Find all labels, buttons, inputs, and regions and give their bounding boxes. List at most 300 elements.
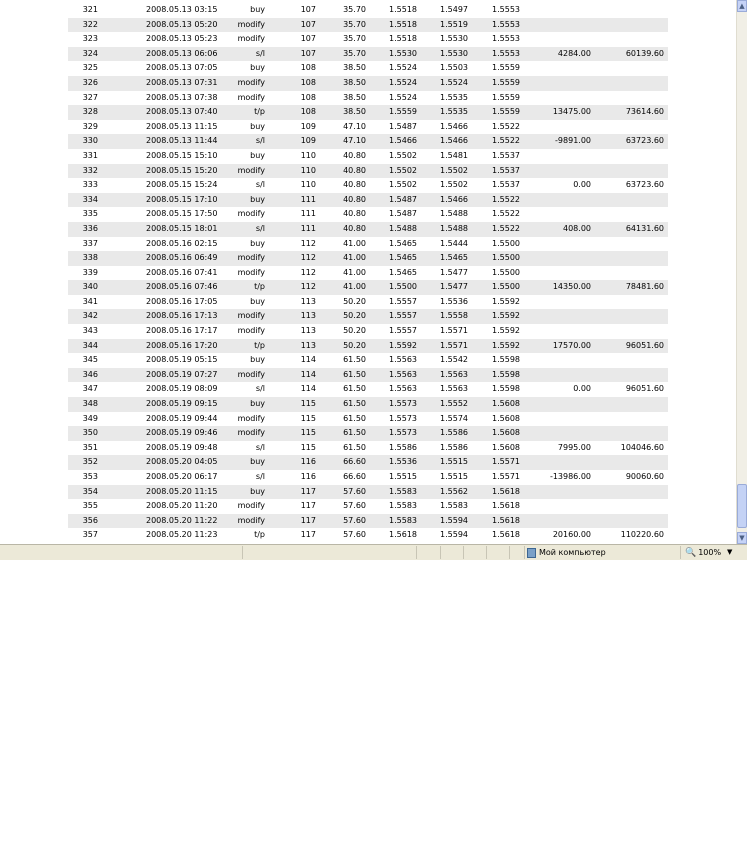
table-cell: 110 <box>300 180 316 190</box>
table-cell: 325 <box>82 63 98 73</box>
table-row <box>68 47 668 62</box>
table-cell: 1.5594 <box>440 530 468 540</box>
table-cell: 1.5608 <box>492 428 520 438</box>
table-cell: 112 <box>300 282 316 292</box>
table-cell: 330 <box>82 136 98 146</box>
table-cell: 1.5500 <box>492 267 520 277</box>
table-cell: 109 <box>300 136 316 146</box>
table-cell: 349 <box>82 413 98 423</box>
security-zone-label: Мой компьютер <box>539 548 606 557</box>
table-cell: 38.50 <box>343 92 366 102</box>
table-cell: 1.5559 <box>389 107 417 117</box>
table-row <box>68 368 668 383</box>
table-cell: buy <box>250 63 265 73</box>
table-cell: 38.50 <box>343 77 366 87</box>
table-row <box>68 207 668 222</box>
table-cell: 2008.05.19 05:15 <box>146 355 218 365</box>
table-cell: 116 <box>300 472 316 481</box>
table-cell: 40.80 <box>343 194 366 204</box>
table-cell: 61.50 <box>343 399 366 409</box>
table-cell: 336 <box>82 223 98 233</box>
scroll-down-button[interactable] <box>737 532 747 544</box>
table-cell: 1.5519 <box>440 19 468 29</box>
table-cell: 1.5573 <box>389 399 417 409</box>
table-cell: 334 <box>82 194 98 204</box>
table-cell: 1.5477 <box>440 267 468 277</box>
table-cell: 335 <box>82 209 98 219</box>
table-cell: 96051.60 <box>625 384 664 394</box>
table-cell: buy <box>250 150 265 160</box>
table-cell: 2008.05.20 04:05 <box>146 457 218 467</box>
table-cell: 1.5502 <box>440 180 468 190</box>
table-cell: 1.5466 <box>440 136 468 146</box>
table-cell: 2008.05.16 17:13 <box>146 311 218 321</box>
table-cell: 40.80 <box>343 209 366 219</box>
table-cell: 331 <box>82 150 98 160</box>
table-cell: 354 <box>82 486 98 496</box>
table-cell: 61.50 <box>343 384 366 394</box>
table-cell: 1.5497 <box>440 5 468 14</box>
table-cell: 108 <box>300 77 316 87</box>
table-cell: 1.5563 <box>389 369 417 379</box>
table-cell: 117 <box>300 486 316 496</box>
table-cell: 110 <box>300 165 316 175</box>
table-cell: 341 <box>82 296 98 306</box>
table-cell: 350 <box>82 428 98 438</box>
zoom-control[interactable] <box>685 546 721 559</box>
table-cell: 1.5553 <box>492 34 520 44</box>
table-row <box>68 164 668 179</box>
table-cell: 328 <box>82 107 98 117</box>
status-divider <box>509 546 510 559</box>
table-cell: 17570.00 <box>552 340 591 350</box>
table-row <box>68 382 668 397</box>
table-cell: 41.00 <box>343 282 366 292</box>
table-row <box>68 309 668 324</box>
table-cell: 2008.05.16 07:41 <box>146 267 218 277</box>
table-cell: 114 <box>300 384 316 394</box>
table-cell: 343 <box>82 326 98 336</box>
table-cell: 1.5553 <box>492 5 520 14</box>
table-cell: 35.70 <box>343 5 366 14</box>
table-cell: 13475.00 <box>552 107 591 117</box>
table-cell: 117 <box>300 501 316 511</box>
table-cell: modify <box>237 34 265 44</box>
table-cell: 2008.05.13 03:15 <box>146 5 218 14</box>
arrow-up-icon: ▲ <box>739 2 745 10</box>
table-cell: 1.5487 <box>389 194 417 204</box>
table-cell: 2008.05.20 11:20 <box>146 501 218 511</box>
table-row <box>68 324 668 339</box>
status-divider <box>486 546 487 559</box>
table-cell: 1.5466 <box>389 136 417 146</box>
table-cell: 345 <box>82 355 98 365</box>
table-cell: 108 <box>300 92 316 102</box>
table-row <box>68 18 668 33</box>
table-cell: 342 <box>82 311 98 321</box>
scroll-thumb[interactable] <box>737 484 747 528</box>
table-cell: modify <box>237 253 265 263</box>
table-cell: 2008.05.16 07:46 <box>146 282 218 292</box>
table-cell: 351 <box>82 442 98 452</box>
table-cell: 57.60 <box>343 486 366 496</box>
table-cell: 1.5571 <box>492 457 520 467</box>
table-cell: 1.5515 <box>440 472 468 481</box>
table-cell: 57.60 <box>343 515 366 525</box>
table-cell: 57.60 <box>343 501 366 511</box>
table-cell: buy <box>250 296 265 306</box>
table-cell: 1.5466 <box>440 121 468 131</box>
table-cell: 339 <box>82 267 98 277</box>
table-row <box>68 426 668 441</box>
table-cell: 41.00 <box>343 253 366 263</box>
table-cell: t/p <box>254 340 265 350</box>
table-cell: 324 <box>82 48 98 58</box>
table-cell: 117 <box>300 515 316 525</box>
table-cell: 1.5592 <box>492 340 520 350</box>
table-cell: 107 <box>300 5 316 14</box>
table-cell: 41.00 <box>343 267 366 277</box>
table-cell: 1.5518 <box>389 34 417 44</box>
table-cell: 38.50 <box>343 63 366 73</box>
table-cell: 1.5503 <box>440 63 468 73</box>
status-divider <box>242 546 243 559</box>
scroll-up-button[interactable] <box>737 0 747 12</box>
table-cell: 35.70 <box>343 34 366 44</box>
table-cell: modify <box>237 209 265 219</box>
table-cell: 1.5500 <box>492 238 520 248</box>
table-cell: 108 <box>300 107 316 117</box>
table-cell: 1.5518 <box>389 5 417 14</box>
table-cell: 2008.05.13 05:23 <box>146 34 218 44</box>
table-cell: 1.5500 <box>492 253 520 263</box>
table-cell: 2008.05.16 17:17 <box>146 326 218 336</box>
table-cell: modify <box>237 19 265 29</box>
table-cell: s/l <box>255 384 265 394</box>
table-cell: 111 <box>300 194 316 204</box>
table-row <box>68 251 668 266</box>
table-cell: -9891.00 <box>555 136 591 146</box>
table-row <box>68 499 668 514</box>
table-cell: 327 <box>82 92 98 102</box>
table-cell: modify <box>237 501 265 511</box>
table-cell: 1.5465 <box>389 253 417 263</box>
table-cell: 1.5586 <box>440 428 468 438</box>
table-cell: 2008.05.20 11:15 <box>146 486 218 496</box>
table-cell: 108 <box>300 63 316 73</box>
security-zone[interactable] <box>527 546 606 559</box>
table-cell: buy <box>250 355 265 365</box>
table-cell: 1.5592 <box>492 326 520 336</box>
table-cell: modify <box>237 77 265 87</box>
table-row <box>68 353 668 368</box>
table-cell: 353 <box>82 472 98 481</box>
table-cell: 14350.00 <box>552 282 591 292</box>
table-cell: 346 <box>82 369 98 379</box>
table-cell: modify <box>237 267 265 277</box>
table-cell: 1.5487 <box>389 121 417 131</box>
table-cell: 35.70 <box>343 19 366 29</box>
table-cell: 322 <box>82 19 98 29</box>
vertical-scrollbar[interactable] <box>736 0 747 544</box>
status-divider <box>680 546 681 559</box>
table-cell: 1.5598 <box>492 369 520 379</box>
table-cell: modify <box>237 92 265 102</box>
table-row <box>68 237 668 252</box>
table-cell: 2008.05.13 06:06 <box>146 48 218 58</box>
magnifier-icon: 🔍 <box>685 548 697 558</box>
table-cell: 1.5558 <box>440 311 468 321</box>
table-row <box>68 528 668 543</box>
table-cell: 115 <box>300 442 316 452</box>
table-row <box>68 412 668 427</box>
table-cell: 1.5598 <box>492 384 520 394</box>
table-cell: 107 <box>300 19 316 29</box>
table-cell: modify <box>237 311 265 321</box>
table-cell: 107 <box>300 48 316 58</box>
table-row <box>68 470 668 485</box>
table-cell: 1.5522 <box>492 209 520 219</box>
table-cell: 7995.00 <box>557 442 591 452</box>
table-cell: 1.5535 <box>440 92 468 102</box>
table-cell: 66.60 <box>343 472 366 481</box>
table-cell: 1.5466 <box>440 194 468 204</box>
table-cell: 1.5515 <box>440 457 468 467</box>
table-cell: 1.5524 <box>440 77 468 87</box>
computer-icon <box>527 548 536 558</box>
table-cell: 338 <box>82 253 98 263</box>
table-cell: 2008.05.13 11:44 <box>146 136 218 146</box>
table-cell: buy <box>250 5 265 14</box>
status-divider <box>440 546 441 559</box>
table-cell: buy <box>250 457 265 467</box>
table-cell: 1.5515 <box>389 472 417 481</box>
table-cell: 1.5608 <box>492 413 520 423</box>
table-cell: -13986.00 <box>549 472 591 481</box>
table-cell: 112 <box>300 267 316 277</box>
table-cell: 1.5557 <box>389 311 417 321</box>
table-cell: 2008.05.16 17:05 <box>146 296 218 306</box>
table-cell: 61.50 <box>343 413 366 423</box>
table-cell: 1.5502 <box>389 180 417 190</box>
table-cell: 1.5557 <box>389 296 417 306</box>
table-cell: 1.5537 <box>492 180 520 190</box>
table-cell: 1.5618 <box>492 515 520 525</box>
table-cell: 0.00 <box>573 384 591 394</box>
table-cell: 1.5524 <box>389 63 417 73</box>
table-cell: 1.5574 <box>440 413 468 423</box>
table-cell: 35.70 <box>343 48 366 58</box>
table-cell: 337 <box>82 238 98 248</box>
table-row <box>68 397 668 412</box>
table-cell: 1.5571 <box>440 326 468 336</box>
table-cell: 321 <box>82 5 98 14</box>
table-cell: 57.60 <box>343 530 366 540</box>
table-cell: 117 <box>300 530 316 540</box>
table-cell: 111 <box>300 209 316 219</box>
table-cell: 332 <box>82 165 98 175</box>
zoom-level: 100% <box>698 548 722 557</box>
table-cell: 357 <box>82 530 98 540</box>
table-row <box>68 61 668 76</box>
table-cell: 1.5465 <box>389 238 417 248</box>
table-cell: 2008.05.19 09:15 <box>146 399 218 409</box>
table-cell: modify <box>237 369 265 379</box>
table-cell: 2008.05.20 11:22 <box>146 515 218 525</box>
table-cell: 1.5583 <box>389 501 417 511</box>
table-cell: 61.50 <box>343 428 366 438</box>
table-cell: 1.5608 <box>492 442 520 452</box>
table-cell: 1.5563 <box>440 369 468 379</box>
table-cell: 1.5573 <box>389 428 417 438</box>
table-cell: 356 <box>82 515 98 525</box>
table-cell: 347 <box>82 384 98 394</box>
table-cell: 115 <box>300 399 316 409</box>
table-cell: 47.10 <box>343 136 366 146</box>
table-cell: buy <box>250 238 265 248</box>
table-cell: 1.5618 <box>492 486 520 496</box>
table-cell: 344 <box>82 340 98 350</box>
table-cell: 2008.05.15 18:01 <box>146 223 218 233</box>
table-cell: 2008.05.20 06:17 <box>146 472 218 481</box>
table-cell: 1.5559 <box>492 77 520 87</box>
table-cell: 50.20 <box>343 296 366 306</box>
table-cell: 1.5502 <box>389 165 417 175</box>
table-cell: 340 <box>82 282 98 292</box>
table-row <box>68 134 668 149</box>
table-cell: 110 <box>300 150 316 160</box>
table-cell: 348 <box>82 399 98 409</box>
table-cell: 116 <box>300 457 316 467</box>
table-cell: 78481.60 <box>625 282 664 292</box>
table-cell: 1.5573 <box>389 413 417 423</box>
table-cell: 1.5524 <box>389 77 417 87</box>
table-cell: buy <box>250 399 265 409</box>
table-cell: 115 <box>300 413 316 423</box>
table-cell: 1.5465 <box>440 253 468 263</box>
table-cell: 1.5594 <box>440 515 468 525</box>
table-cell: 326 <box>82 77 98 87</box>
table-cell: 1.5488 <box>440 209 468 219</box>
table-cell: 1.5563 <box>389 384 417 394</box>
table-cell: 63723.60 <box>625 136 664 146</box>
table-cell: modify <box>237 515 265 525</box>
table-cell: 112 <box>300 238 316 248</box>
table-cell: 113 <box>300 326 316 336</box>
zoom-dropdown-icon[interactable]: ▼ <box>727 548 733 556</box>
table-cell: t/p <box>254 282 265 292</box>
table-cell: 38.50 <box>343 107 366 117</box>
table-cell: 1.5586 <box>440 442 468 452</box>
table-cell: 50.20 <box>343 326 366 336</box>
table-cell: 61.50 <box>343 369 366 379</box>
table-cell: 113 <box>300 340 316 350</box>
table-cell: 1.5477 <box>440 282 468 292</box>
table-cell: 109 <box>300 121 316 131</box>
table-cell: 47.10 <box>343 121 366 131</box>
table-cell: 1.5618 <box>492 501 520 511</box>
table-cell: 66.60 <box>343 457 366 467</box>
table-row <box>68 91 668 106</box>
table-cell: 355 <box>82 501 98 511</box>
table-cell: 1.5530 <box>440 34 468 44</box>
table-cell: 113 <box>300 311 316 321</box>
trade-history-table <box>68 3 668 543</box>
table-cell: 2008.05.15 15:20 <box>146 165 218 175</box>
table-cell: 2008.05.15 17:50 <box>146 209 218 219</box>
table-cell: 1.5592 <box>492 311 520 321</box>
table-cell: modify <box>237 413 265 423</box>
table-cell: 1.5559 <box>492 92 520 102</box>
table-cell: 40.80 <box>343 165 366 175</box>
table-cell: 1.5553 <box>492 48 520 58</box>
table-cell: 2008.05.16 17:20 <box>146 340 218 350</box>
table-cell: 2008.05.13 11:15 <box>146 121 218 131</box>
table-cell: 323 <box>82 34 98 44</box>
table-cell: 1.5618 <box>492 530 520 540</box>
table-row <box>68 455 668 470</box>
table-cell: 1.5444 <box>440 238 468 248</box>
table-cell: 2008.05.19 08:09 <box>146 384 218 394</box>
table-row <box>68 441 668 456</box>
table-cell: 2008.05.16 06:49 <box>146 253 218 263</box>
table-cell: s/l <box>255 180 265 190</box>
table-row <box>68 280 668 295</box>
table-cell: 1.5563 <box>440 384 468 394</box>
table-cell: 2008.05.13 07:05 <box>146 63 218 73</box>
table-cell: 1.5536 <box>440 296 468 306</box>
table-cell: 408.00 <box>563 223 591 233</box>
table-cell: 41.00 <box>343 238 366 248</box>
table-cell: 1.5552 <box>440 399 468 409</box>
table-cell: 1.5536 <box>389 457 417 467</box>
table-row <box>68 193 668 208</box>
table-cell: 112 <box>300 253 316 263</box>
table-cell: 1.5522 <box>492 194 520 204</box>
table-cell: 1.5522 <box>492 223 520 233</box>
table-cell: 2008.05.15 17:10 <box>146 194 218 204</box>
table-cell: 50.20 <box>343 311 366 321</box>
table-cell: 107 <box>300 34 316 44</box>
table-cell: s/l <box>255 472 265 481</box>
table-cell: 0.00 <box>573 180 591 190</box>
table-row <box>68 514 668 529</box>
status-bar <box>0 544 747 560</box>
table-cell: s/l <box>255 48 265 58</box>
table-cell: 352 <box>82 457 98 467</box>
table-cell: 2008.05.15 15:10 <box>146 150 218 160</box>
table-cell: 1.5488 <box>389 223 417 233</box>
table-cell: 104046.60 <box>620 442 664 452</box>
table-row <box>68 178 668 193</box>
table-cell: 20160.00 <box>552 530 591 540</box>
table-cell: 1.5500 <box>389 282 417 292</box>
table-cell: 2008.05.13 07:31 <box>146 77 218 87</box>
table-cell: 111 <box>300 223 316 233</box>
table-cell: 1.5598 <box>492 355 520 365</box>
table-cell: 1.5542 <box>440 355 468 365</box>
table-row <box>68 339 668 354</box>
table-cell: 2008.05.13 07:40 <box>146 107 218 117</box>
table-cell: 2008.05.16 02:15 <box>146 238 218 248</box>
table-cell: 61.50 <box>343 442 366 452</box>
table-cell: 1.5608 <box>492 399 520 409</box>
status-divider <box>463 546 464 559</box>
table-cell: t/p <box>254 530 265 540</box>
table-cell: 1.5571 <box>440 340 468 350</box>
table-cell: 115 <box>300 428 316 438</box>
table-cell: 1.5553 <box>492 19 520 29</box>
